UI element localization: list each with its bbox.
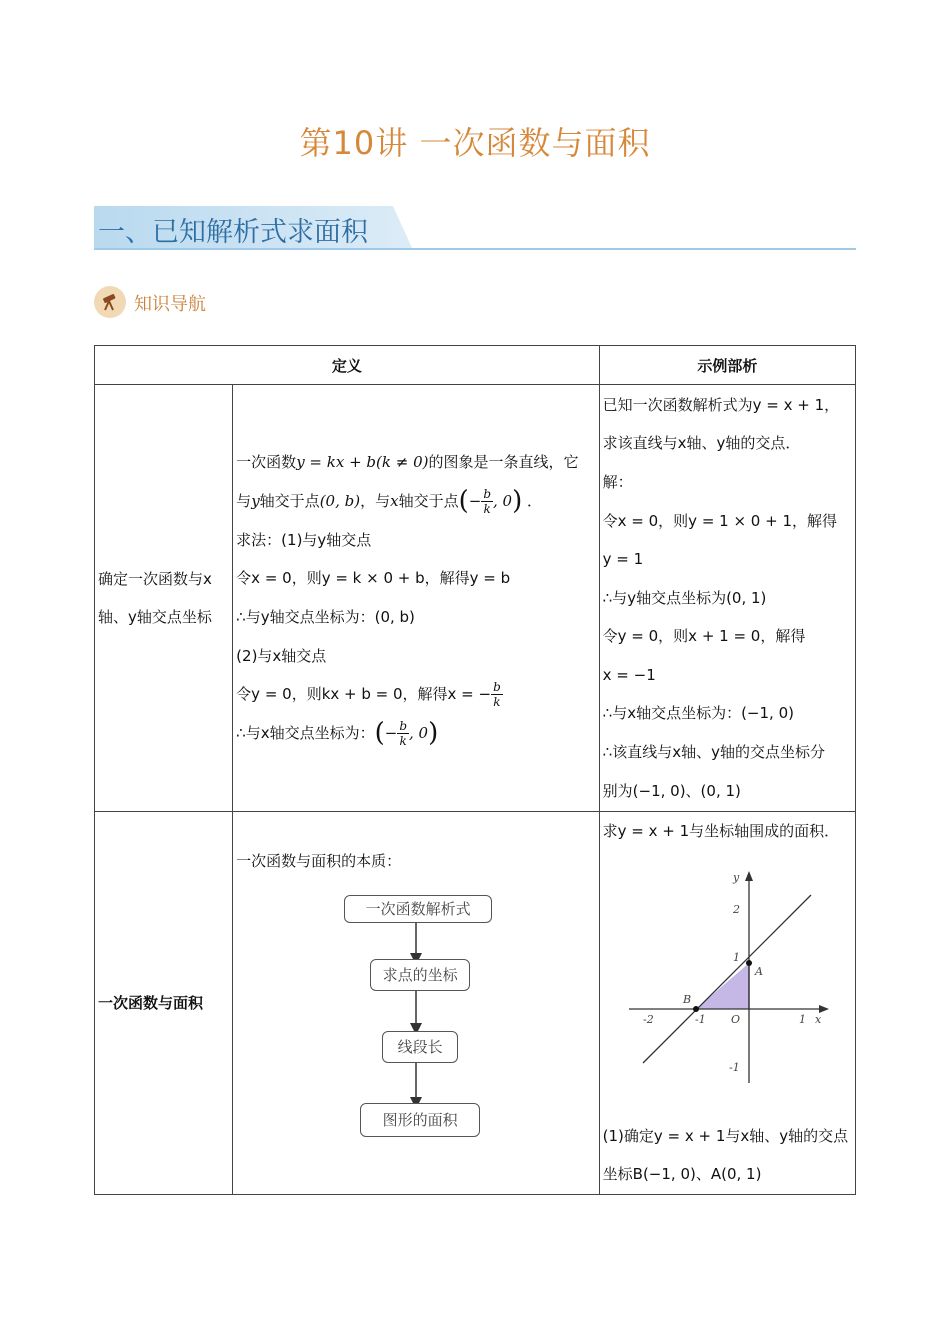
row2-label-cell (95, 812, 233, 1195)
row2-definition-cell (233, 812, 599, 1195)
example-question: 求y = x + 1与坐标轴围成的面积． (602, 822, 840, 840)
example-answer-line: 坐标B(−1, 0)、A(0, 1) (602, 1165, 762, 1184)
flow-step-3: 线段长 (382, 1031, 458, 1063)
flowchart (236, 881, 595, 1181)
flow-step-1: 一次函数解析式 (344, 895, 492, 923)
flow-step-2: 求点的坐标 (370, 959, 470, 991)
section-title: 一、已知解析式求面积 (98, 217, 368, 248)
example-line: 别为(−1, 0)、(0, 1) (602, 781, 741, 800)
section-header (94, 206, 856, 250)
example-line: 求该直线与x轴、y轴的交点． (602, 434, 801, 453)
example-line: 令x = 0，则y = 1 × 0 + 1，解得 (602, 511, 838, 530)
content-table (94, 345, 856, 1195)
y-tick-neg1: -1 (728, 1060, 740, 1074)
row1-definition-cell (233, 385, 599, 812)
header-example: 示例部析 (599, 346, 855, 385)
example-line: x = −1 (602, 665, 656, 684)
nav-label: 知识导航 (134, 294, 206, 315)
example-line: ∴与x轴交点坐标为：(−1, 0) (602, 704, 794, 723)
telescope-icon (94, 286, 126, 318)
row1-label: 确定一次函数与x轴、y轴交点坐标 (98, 570, 212, 626)
point-A (746, 960, 752, 966)
example-line: ∴该直线与x轴、y轴的交点坐标分 (602, 743, 825, 762)
row1-example-cell (599, 385, 855, 812)
def-line-2: 与y轴交于点(0, b)，与x轴交于点(− $\frac{b}{k}$ , 0) ． (236, 486, 543, 517)
def-line-3: 求法：(1)与y轴交点 (236, 530, 372, 549)
coordinate-graph (603, 851, 853, 1113)
line-y-x-plus-1 (643, 895, 811, 1063)
header-definition: 定义 (95, 346, 600, 385)
example-line: 解： (602, 472, 633, 491)
def-intro: 一次函数与面积的本质： (236, 852, 402, 870)
def-line-8: ∴与x轴交点坐标为：(− $\frac{b}{k}$ , 0) (236, 717, 439, 748)
x-axis-label: x (814, 1012, 821, 1026)
x-tick-neg2: -2 (642, 1012, 654, 1026)
y-axis-arrow (745, 871, 753, 881)
x-tick-neg1: -1 (694, 1012, 706, 1026)
row2-label: 一次函数与面积 (98, 994, 204, 1013)
y-tick-1: 1 (732, 950, 740, 964)
def-line-6: (2)与x轴交点 (236, 646, 327, 665)
point-B-label: B (682, 992, 691, 1006)
def-line-7: 令y = 0，则kx + b = 0，解得x = − $\frac{b}{k}$ (236, 680, 501, 710)
row2-example-cell (599, 812, 855, 1195)
example-line: ∴与y轴交点坐标为(0, 1) (602, 588, 767, 607)
example-line: 令y = 0，则x + 1 = 0，解得 (602, 627, 806, 646)
origin-label: O (730, 1012, 740, 1026)
def-line-4: 令x = 0，则y = k × 0 + b，解得y = b (236, 569, 511, 588)
y-tick-2: 2 (732, 902, 740, 916)
example-answer-line: (1)确定y = x + 1与x轴、y轴的交点 (602, 1126, 849, 1145)
page-title: 第10讲 一次函数与面积 (299, 124, 651, 162)
example-line: 已知一次函数解析式为y = x + 1， (602, 395, 840, 414)
row1-label-cell (95, 385, 233, 812)
point-B (693, 1006, 699, 1012)
example-line: y = 1 (602, 550, 644, 569)
flow-step-4: 图形的面积 (360, 1103, 480, 1137)
point-A-label: A (754, 964, 763, 978)
x-tick-1: 1 (798, 1012, 806, 1026)
def-line-1: 一次函数y = kx + b(k ≠ 0)的图象是一条直线，它 (236, 453, 579, 472)
def-line-5: ∴与y轴交点坐标为：(0, b) (236, 608, 415, 626)
x-axis-arrow (819, 1005, 829, 1013)
y-axis-label: y (732, 870, 739, 884)
